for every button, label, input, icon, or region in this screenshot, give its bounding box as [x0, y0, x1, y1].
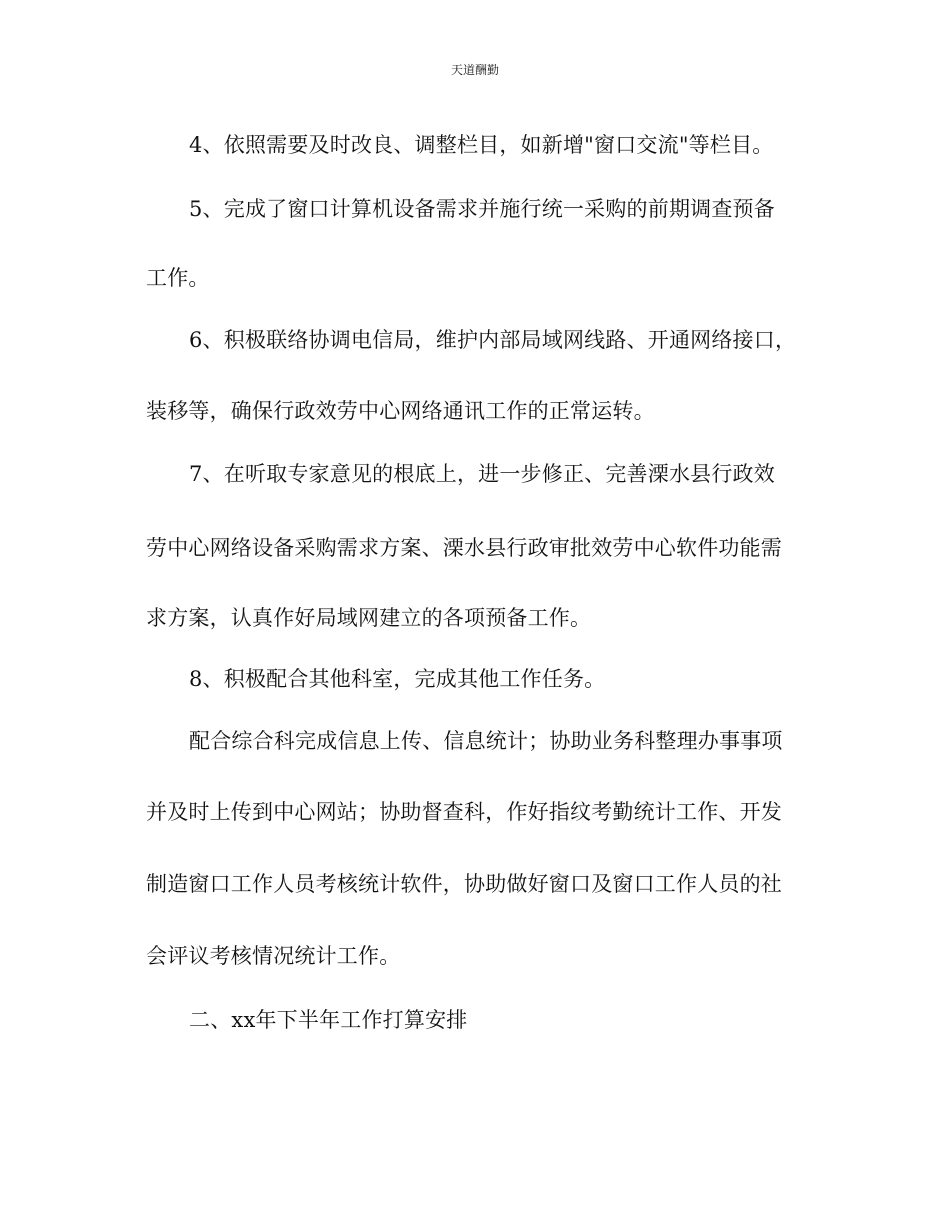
paragraph-line: 装移等，确保行政效劳中心网络通讯工作的正常运转。	[146, 399, 655, 423]
paragraph-line: 5、完成了窗口计算机设备需求并施行统一采购的前期调查预备	[189, 197, 775, 221]
paragraph-line: 会评议考核情况统计工作。	[146, 944, 401, 968]
paragraph-line: 配合综合科完成信息上传、信息统计；协助业务科整理办事事项	[189, 729, 783, 753]
paragraph-line: 求方案，认真作好局域网建立的各项预备工作。	[146, 606, 592, 630]
paragraph-line: 制造窗口工作人员考核统计软件，协助做好窗口及窗口工作人员的社	[146, 872, 782, 896]
paragraph-line: 6、积极联络协调电信局，维护内部局域网线路、开通网络接口，	[189, 328, 797, 352]
paragraph-line: 8、积极配合其他科室，完成其他工作任务。	[189, 667, 606, 691]
paragraph-line: 劳中心网络设备采购需求方案、溧水县行政审批效劳中心软件功能需	[146, 536, 782, 560]
page-header: 天道酬勤	[450, 63, 499, 77]
paragraph-line: 7、在听取专家意见的根底上，进一步修正、完善溧水县行政效	[189, 462, 775, 486]
paragraph-line: 工作。	[146, 266, 210, 290]
paragraph-line: 并及时上传到中心网站；协助督查科，作好指纹考勤统计工作、开发	[146, 800, 782, 824]
section-heading: 二、xx年下半年工作打算安排	[189, 1008, 468, 1032]
paragraph-line: 4、依照需要及时改良、调整栏目，如新增"窗口交流"等栏目。	[189, 133, 774, 157]
